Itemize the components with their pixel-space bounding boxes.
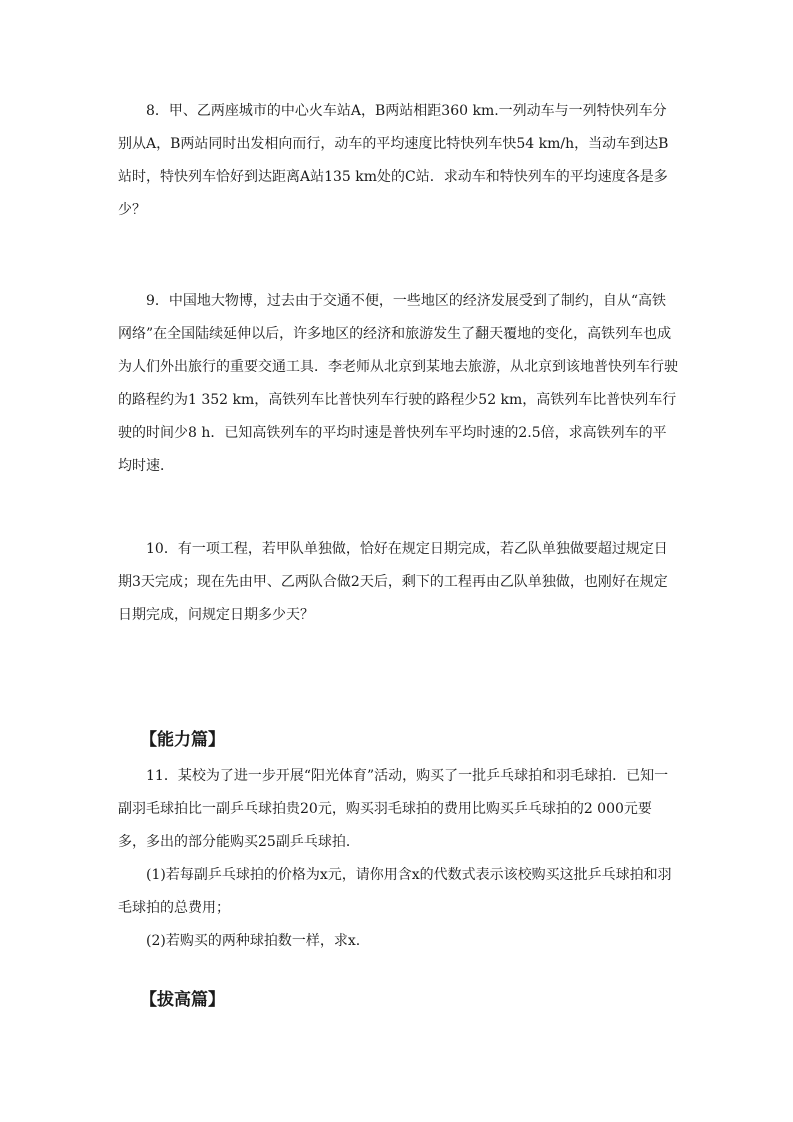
problem-11-question-2: (2)若购买的两种球拍数一样，求x. — [146, 933, 361, 949]
problem-9 — [118, 285, 678, 483]
problem-11-intro: 11．某校为了进一步开展“阳光体育”活动，购买了一批乒乓球拍和羽毛球拍．已知一副羽毛球拍比一副乒乓球拍贵20元，购买羽毛球拍的费用比购买乒乓球拍的2 000元要多，多出的部分能购买25副乒乓球拍． — [118, 768, 669, 850]
problem-11 — [118, 760, 678, 958]
problem-11-question-1: (1)若每副乒乓球拍的价格为x元，请你用含x的代数式表示该校购买这批乒乓球拍和羽毛球拍的总费用； — [118, 867, 672, 916]
problem-9-text: 9．中国地大物博，过去由于交通不便，一些地区的经济发展受到了制约，自从“高铁网络”在全国陆续延伸以后，许多地区的经济和旅游发生了翻天覆地的变化，高铁列车也成为人们外出旅行的重要交通工具．李老师从北京到某地去旅游，从北京到该地普快列车行驶的路程约为1 352 km，高铁列车比普快列车行驶的路程少52 km，高铁列车比普快列车行驶的时间少8 h．已知高铁列车的平均时速是普快列车平均时速的2.5倍，求高铁列车的平均时速． — [118, 293, 678, 474]
section-heading-ability: 【能力篇】 — [140, 730, 225, 750]
problem-10-text: 10．有一项工程，若甲队单独做，恰好在规定日期完成，若乙队单独做要超过规定日期3天完成；现在先由甲、乙两队合做2天后，剩下的工程再由乙队单独做，也刚好在规定日期完成，问规定日期多少天？ — [118, 541, 668, 623]
problem-8 — [118, 95, 678, 227]
problem-10 — [118, 533, 678, 632]
section-heading-advanced: 【拔高篇】 — [140, 990, 225, 1010]
problem-8-text: 8．甲、乙两座城市的中心火车站A，B两站相距360 km.一列动车与一列特快列车分别从A，B两站同时出发相向而行，动车的平均速度比特快列车快54 km/h，当动车到达B站时，特快列车恰好到达距离A站135 km处的C站．求动车和特快列车的平均速度各是多少？ — [118, 103, 669, 218]
